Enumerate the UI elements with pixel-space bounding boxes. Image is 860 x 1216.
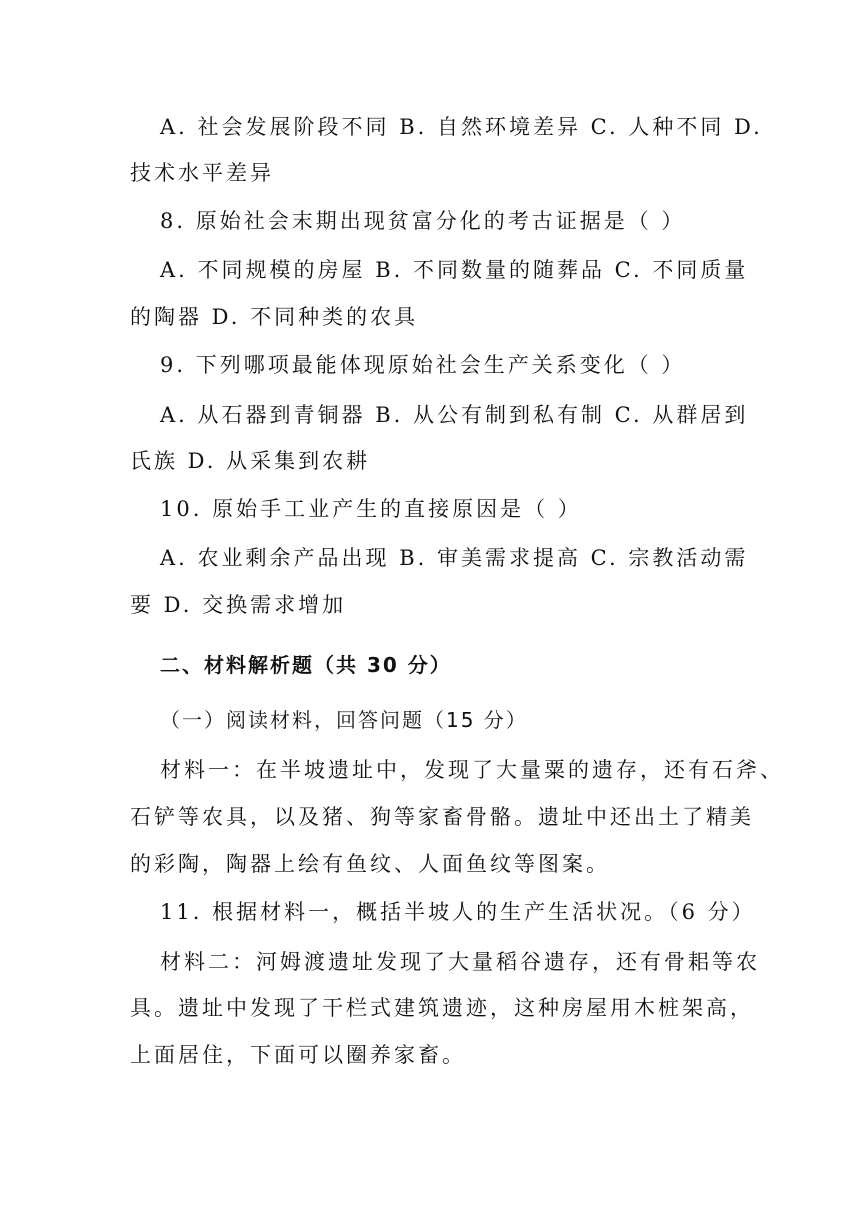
q7-options-line1: A. 社会发展阶段不同 B. 自然环境差异 C. 人种不同 D. [160, 115, 763, 139]
material2-line1: 材料二：河姆渡遗址发现了大量稻谷遗存，还有骨耜等农 [160, 950, 760, 974]
material2-line3: 上面居住，下面可以圈养家畜。 [130, 1043, 466, 1067]
q11-stem: 11. 根据材料一，概括半坡人的生产生活状况。（6 分） [160, 900, 756, 924]
q9-stem: 9. 下列哪项最能体现原始社会生产关系变化（ ） [160, 353, 686, 377]
section2-title: 二、材料解析题（共 30 分） [160, 653, 452, 677]
q8-options-line2: 的陶器 D. 不同种类的农具 [130, 305, 419, 329]
q9-options-line2: 氏族 D. 从采集到农耕 [130, 449, 371, 473]
material1-line3: 的彩陶，陶器上绘有鱼纹、人面鱼纹等图案。 [130, 852, 610, 876]
q10-stem: 10. 原始手工业产生的直接原因是（ ） [160, 497, 582, 521]
q7-options-line2: 技术水平差异 [130, 161, 274, 185]
material1-line2: 石铲等农具，以及猪、狗等家畜骨骼。遗址中还出土了精美 [130, 805, 754, 829]
material1-line1: 材料一：在半坡遗址中，发现了大量粟的遗存，还有石斧、 [160, 758, 784, 782]
q10-options-line1: A. 农业剩余产品出现 B. 审美需求提高 C. 宗教活动需 [160, 546, 749, 570]
part1-title: （一）阅读材料，回答问题（15 分） [160, 708, 528, 732]
material2-line2: 具。遗址中发现了干栏式建筑遗迹，这种房屋用木桩架高， [130, 996, 754, 1020]
q9-options-line1: A. 从石器到青铜器 B. 从公有制到私有制 C. 从群居到 [160, 403, 749, 427]
q10-options-line2: 要 D. 交换需求增加 [130, 593, 347, 617]
q8-stem: 8. 原始社会末期出现贫富分化的考古证据是（ ） [160, 209, 686, 233]
q8-options-line1: A. 不同规模的房屋 B. 不同数量的随葬品 C. 不同质量 [160, 258, 749, 282]
